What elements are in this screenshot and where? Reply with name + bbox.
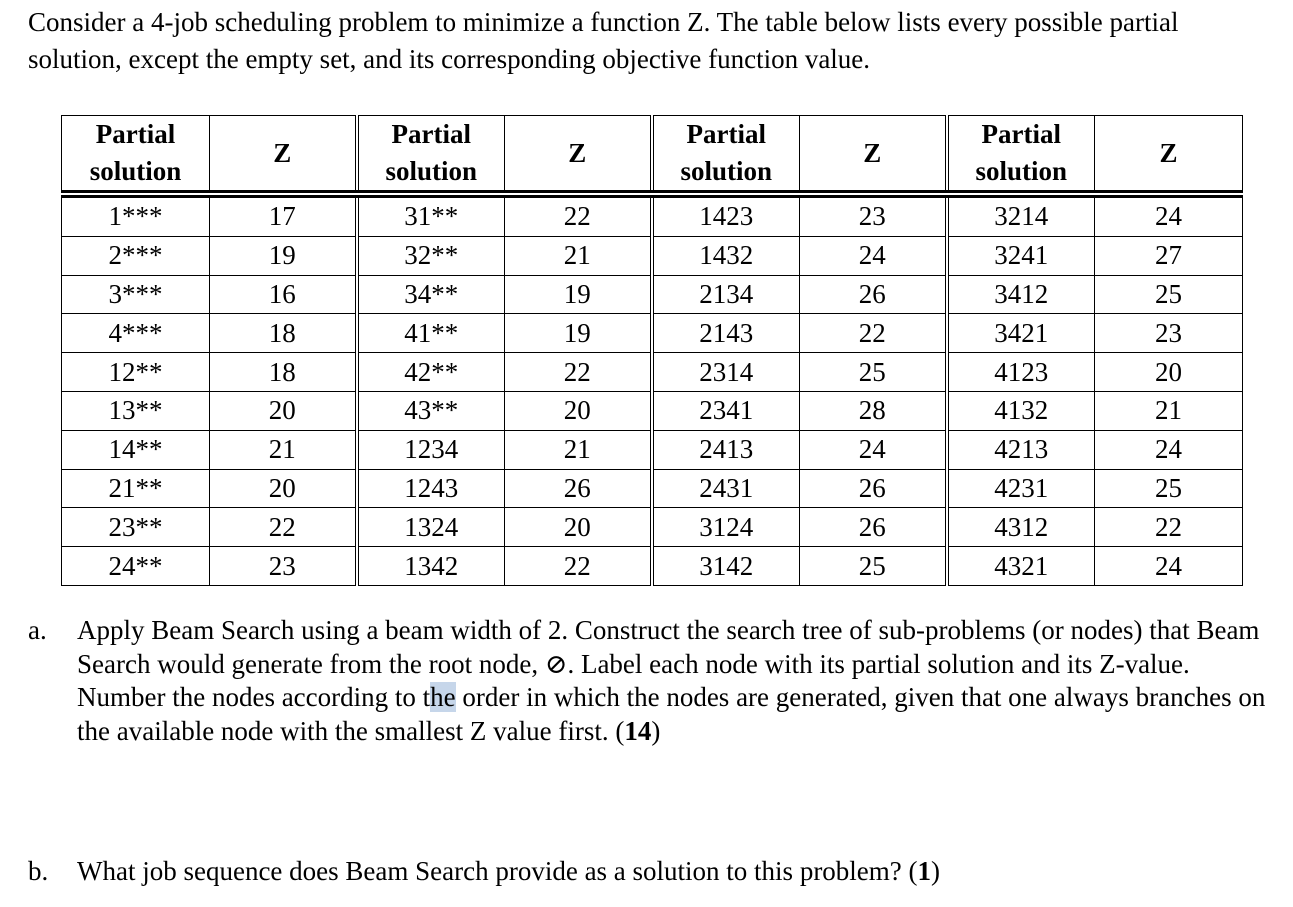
table-row [62, 275, 1243, 314]
partial-solution-cell: 2341 [652, 391, 800, 430]
z-value-cell: 26 [800, 469, 947, 508]
z-value-cell: 25 [1095, 469, 1243, 508]
z-value-cell: 19 [210, 236, 357, 275]
table-header-row [62, 116, 1243, 195]
partial-solution-cell: 23** [62, 508, 210, 547]
question-b-text-part: What job sequence does Beam Search provide as a solution to this problem? ( [77, 856, 918, 886]
partial-solution-cell: 4231 [947, 469, 1095, 508]
z-value-cell: 25 [800, 547, 947, 586]
partial-solution-cell: 1234 [357, 430, 505, 469]
z-value-cell: 23 [800, 194, 947, 236]
z-value-cell: 19 [505, 275, 652, 314]
z-value-cell: 18 [210, 314, 357, 353]
z-value-cell: 24 [800, 236, 947, 275]
question-a [28, 614, 1268, 748]
partial-solution-cell: 1243 [357, 469, 505, 508]
table-row [62, 469, 1243, 508]
partial-solution-cell: 2314 [652, 353, 800, 392]
partial-solution-cell: 3*** [62, 275, 210, 314]
partial-solution-cell: 43** [357, 391, 505, 430]
z-value-cell: 24 [800, 430, 947, 469]
header-cell: Z [505, 116, 652, 195]
z-value-cell: 20 [505, 508, 652, 547]
z-value-cell: 20 [210, 391, 357, 430]
table-row [62, 391, 1243, 430]
z-value-cell: 27 [1095, 236, 1243, 275]
z-value-cell: 22 [505, 547, 652, 586]
partial-solution-cell: 32** [357, 236, 505, 275]
z-value-cell: 18 [210, 353, 357, 392]
question-a-text-part: Apply Beam Search using a beam width of 2. Construct the search tree of sub-problems (or nodes) that Beam Search would generate from the root node, ⊘. Label each node with its partial solution and its Z-value. Number the nodes according to t [77, 615, 1260, 712]
partial-solution-cell: 12** [62, 353, 210, 392]
question-b [28, 855, 940, 888]
partial-solution-cell: 42** [357, 353, 505, 392]
question-a-text [77, 614, 1268, 748]
z-value-cell: 26 [800, 275, 947, 314]
partial-solution-cell: 4213 [947, 430, 1095, 469]
question-a-text-part: order in which the nodes are generated, given that one always branches on the available node with the smallest Z value first. ( [77, 682, 1266, 746]
z-value-cell: 20 [1095, 353, 1243, 392]
question-b-label: b. [28, 856, 49, 886]
z-value-cell: 28 [800, 391, 947, 430]
partial-solution-cell: 21** [62, 469, 210, 508]
z-value-cell: 21 [505, 236, 652, 275]
z-value-cell: 19 [505, 314, 652, 353]
z-value-cell: 24 [1095, 430, 1243, 469]
partial-solution-cell: 1432 [652, 236, 800, 275]
header-cell: Z [1095, 116, 1243, 195]
partial-solution-cell: 3142 [652, 547, 800, 586]
table-row [62, 314, 1243, 353]
partial-solution-cell: 13** [62, 391, 210, 430]
table-row [62, 430, 1243, 469]
partial-solution-cell: 1423 [652, 194, 800, 236]
header-cell: Partial solution [357, 116, 505, 195]
scheduling-table-container [61, 115, 1242, 586]
partial-solution-cell: 1*** [62, 194, 210, 236]
header-cell: Partial solution [62, 116, 210, 195]
partial-solution-cell: 1324 [357, 508, 505, 547]
question-a-close: ) [651, 715, 661, 746]
partial-solution-cell: 4*** [62, 314, 210, 353]
question-b-points: 1 [917, 856, 932, 886]
partial-solution-cell: 4312 [947, 508, 1095, 547]
text-selection: he [430, 682, 456, 712]
z-value-cell: 22 [505, 194, 652, 236]
z-value-cell: 16 [210, 275, 357, 314]
header-cell: Partial solution [947, 116, 1095, 195]
partial-solution-cell: 2431 [652, 469, 800, 508]
z-value-cell: 26 [800, 508, 947, 547]
partial-solution-cell: 31** [357, 194, 505, 236]
partial-solution-cell: 2134 [652, 275, 800, 314]
table-row [62, 547, 1243, 586]
table-body [62, 194, 1243, 585]
partial-solution-cell: 4132 [947, 391, 1095, 430]
z-value-cell: 17 [210, 194, 357, 236]
table-row [62, 353, 1243, 392]
z-value-cell: 22 [505, 353, 652, 392]
table-row [62, 236, 1243, 275]
z-value-cell: 22 [210, 508, 357, 547]
z-value-cell: 20 [210, 469, 357, 508]
table-row [62, 508, 1243, 547]
z-value-cell: 21 [505, 430, 652, 469]
z-value-cell: 24 [1095, 194, 1243, 236]
z-value-cell: 23 [210, 547, 357, 586]
partial-solution-cell: 3241 [947, 236, 1095, 275]
scheduling-table [61, 115, 1243, 586]
partial-solution-cell: 24** [62, 547, 210, 586]
z-value-cell: 25 [1095, 275, 1243, 314]
question-b-text [77, 855, 940, 888]
partial-solution-cell: 4123 [947, 353, 1095, 392]
partial-solution-cell: 4321 [947, 547, 1095, 586]
partial-solution-cell: 2143 [652, 314, 800, 353]
partial-solution-cell: 3412 [947, 275, 1095, 314]
z-value-cell: 22 [1095, 508, 1243, 547]
z-value-cell: 26 [505, 469, 652, 508]
z-value-cell: 20 [505, 391, 652, 430]
header-cell: Z [210, 116, 357, 195]
question-b-close: ) [931, 856, 941, 886]
table-row [62, 194, 1243, 236]
z-value-cell: 21 [210, 430, 357, 469]
intro-paragraph: Consider a 4-job scheduling problem to minimize a function Z. The table below lists every possible partial solution, except the empty set, and its corresponding objective function value. [28, 7, 1179, 74]
partial-solution-cell: 3214 [947, 194, 1095, 236]
z-value-cell: 25 [800, 353, 947, 392]
partial-solution-cell: 14** [62, 430, 210, 469]
z-value-cell: 23 [1095, 314, 1243, 353]
partial-solution-cell: 1342 [357, 547, 505, 586]
z-value-cell: 22 [800, 314, 947, 353]
header-cell: Z [800, 116, 947, 195]
partial-solution-cell: 2413 [652, 430, 800, 469]
header-cell: Partial solution [652, 116, 800, 195]
partial-solution-cell: 34** [357, 275, 505, 314]
z-value-cell: 24 [1095, 547, 1243, 586]
partial-solution-cell: 41** [357, 314, 505, 353]
partial-solution-cell: 3124 [652, 508, 800, 547]
partial-solution-cell: 2*** [62, 236, 210, 275]
question-a-points: 14 [624, 715, 652, 746]
partial-solution-cell: 3421 [947, 314, 1095, 353]
question-a-label: a. [28, 615, 47, 645]
z-value-cell: 21 [1095, 391, 1243, 430]
